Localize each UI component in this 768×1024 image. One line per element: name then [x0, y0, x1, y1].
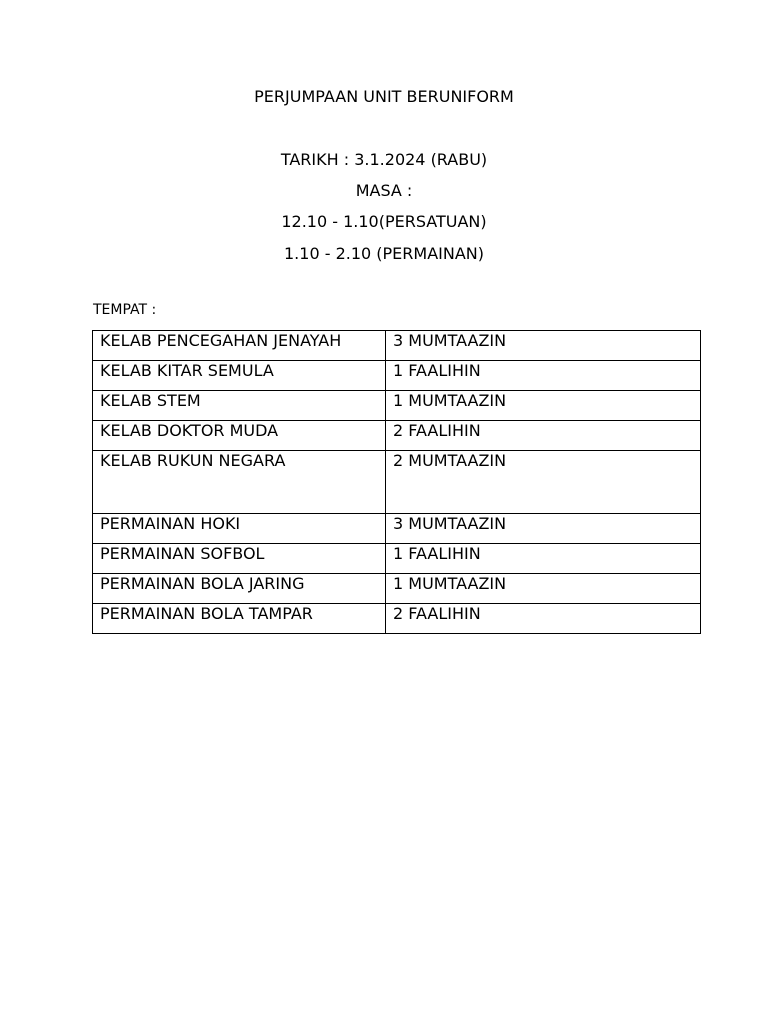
venue-cell: 1 MUMTAAZIN — [386, 391, 701, 421]
date-line: TARIKH : 3.1.2024 (RABU) — [280, 150, 488, 169]
activity-cell: PERMAINAN BOLA TAMPAR — [93, 604, 386, 634]
time-slot-persatuan: 12.10 - 1.10(PERSATUAN) — [281, 212, 487, 231]
activity-cell: KELAB RUKUN NEGARA — [93, 451, 386, 514]
activity-cell: KELAB KITAR SEMULA — [93, 361, 386, 391]
venue-cell: 2 FAALIHIN — [386, 604, 701, 634]
activity-cell: KELAB STEM — [93, 391, 386, 421]
activity-cell: KELAB PENCEGAHAN JENAYAH — [93, 331, 386, 361]
table-row — [93, 451, 701, 514]
time-slot-permainan: 1.10 - 2.10 (PERMAINAN) — [284, 244, 484, 263]
document-title: PERJUMPAAN UNIT BERUNIFORM — [254, 87, 514, 106]
venue-cell: 3 MUMTAAZIN — [386, 331, 701, 361]
venue-label: TEMPAT : — [93, 302, 157, 318]
venue-cell: 2 FAALIHIN — [386, 421, 701, 451]
table-row — [93, 544, 701, 574]
venue-cell: 3 MUMTAAZIN — [386, 514, 701, 544]
table-row — [93, 331, 701, 361]
venue-cell: 2 MUMTAAZIN — [386, 451, 701, 514]
venue-table — [92, 330, 701, 634]
table-row — [93, 604, 701, 634]
time-label: MASA : — [355, 181, 413, 200]
table-row — [93, 574, 701, 604]
venue-cell: 1 FAALIHIN — [386, 361, 701, 391]
venue-cell: 1 MUMTAAZIN — [386, 574, 701, 604]
activity-cell: KELAB DOKTOR MUDA — [93, 421, 386, 451]
table-row — [93, 421, 701, 451]
table-row — [93, 391, 701, 421]
activity-cell: PERMAINAN BOLA JARING — [93, 574, 386, 604]
table-row — [93, 361, 701, 391]
table-row — [93, 514, 701, 544]
activity-cell: PERMAINAN SOFBOL — [93, 544, 386, 574]
venue-cell: 1 FAALIHIN — [386, 544, 701, 574]
activity-cell: PERMAINAN HOKI — [93, 514, 386, 544]
